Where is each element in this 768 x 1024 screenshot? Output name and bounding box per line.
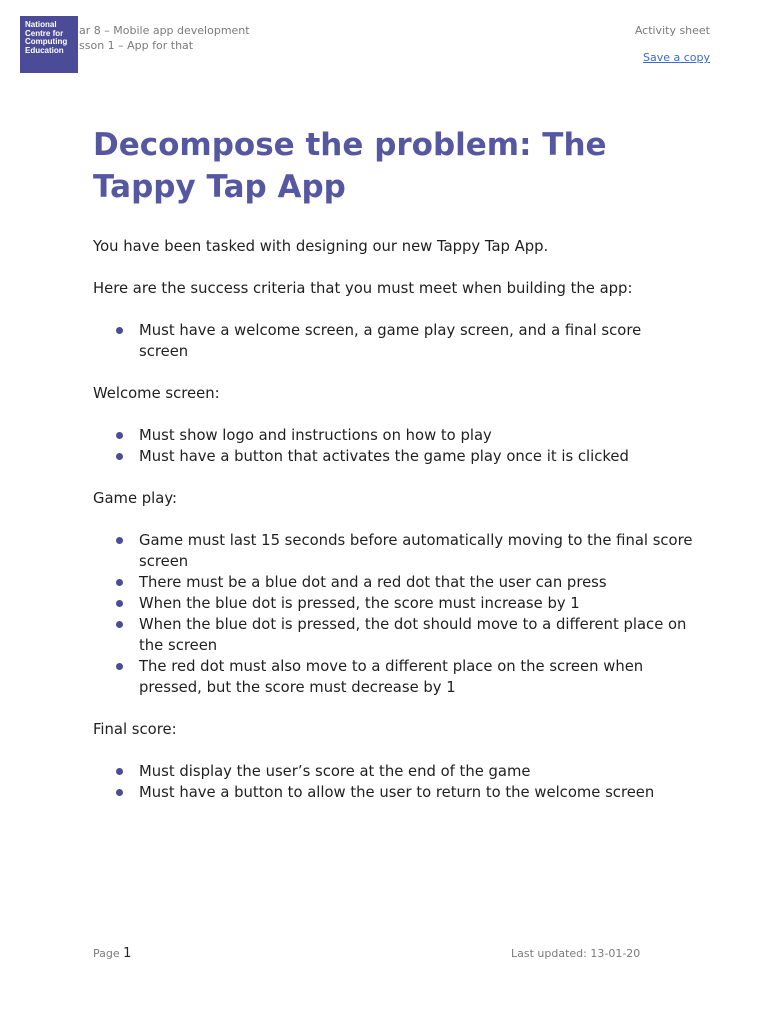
document-body (93, 236, 693, 824)
list-item (93, 593, 693, 614)
general-criteria-list (93, 320, 693, 362)
course-label: ar 8 – Mobile app development (79, 24, 250, 37)
logo-line: National (25, 20, 57, 29)
logo-line: Computing (25, 37, 68, 47)
list-item (93, 761, 693, 782)
list-item-text: Must display the user’s score at the end of the game (139, 763, 531, 780)
page-footer (93, 946, 131, 961)
welcome-heading: Welcome screen: (93, 385, 220, 402)
list-item (93, 425, 693, 446)
bullet-icon (116, 453, 123, 460)
final-criteria-list (93, 761, 693, 803)
bullet-icon (116, 579, 123, 586)
list-item-text: When the blue dot is pressed, the dot should move to a different place on the screen (139, 616, 687, 654)
header-doc-info (635, 23, 710, 65)
list-item-text: When the blue dot is pressed, the score must increase by 1 (139, 595, 580, 612)
list-item-text: Must show logo and instructions on how to play (139, 427, 492, 444)
game-heading: Game play: (93, 490, 177, 507)
list-item (93, 446, 693, 467)
bullet-icon (116, 663, 123, 670)
logo-line: Education (25, 45, 64, 55)
bullet-icon (116, 768, 123, 775)
logo-line: Centre for (25, 28, 64, 38)
header-course-info (79, 23, 250, 53)
bullet-icon (116, 789, 123, 796)
doc-type-label: Activity sheet (634, 24, 710, 37)
page-label: Page (93, 947, 120, 960)
list-item (93, 656, 693, 698)
ncce-logo (20, 16, 78, 73)
list-item-text: Game must last 15 seconds before automatically moving to the final score screen (139, 532, 693, 570)
list-item-text: Must have a button to allow the user to return to the welcome screen (139, 784, 655, 801)
game-criteria-list (93, 530, 693, 698)
list-item-text: Must have a button that activates the game play once it is clicked (139, 448, 629, 465)
list-item-text: Must have a welcome screen, a game play screen, and a final score screen (139, 322, 642, 360)
bullet-icon (116, 432, 123, 439)
list-item (93, 782, 693, 803)
bullet-icon (116, 621, 123, 628)
list-item (93, 320, 693, 362)
list-item-text: The red dot must also move to a different place on the screen when pressed, but the score must decrease by 1 (139, 658, 644, 696)
list-item-text: There must be a blue dot and a red dot that the user can press (139, 574, 607, 591)
last-updated: Last updated: 13-01-20 (511, 947, 641, 960)
save-copy-link[interactable]: Save a copy (642, 51, 710, 64)
intro-paragraph: You have been tasked with designing our new Tappy Tap App. (93, 238, 549, 255)
list-item (93, 614, 693, 656)
list-item (93, 530, 693, 572)
bullet-icon (116, 600, 123, 607)
bullet-icon (116, 327, 123, 334)
bullet-icon (116, 537, 123, 544)
final-heading: Final score: (93, 721, 177, 738)
welcome-criteria-list (93, 425, 693, 467)
page-number: 1 (123, 946, 132, 961)
list-item (93, 572, 693, 593)
lesson-label: sson 1 – App for that (79, 39, 194, 52)
criteria-intro: Here are the success criteria that you must meet when building the app: (93, 280, 633, 297)
page-title: Decompose the problem: The Tappy Tap App (93, 127, 607, 205)
